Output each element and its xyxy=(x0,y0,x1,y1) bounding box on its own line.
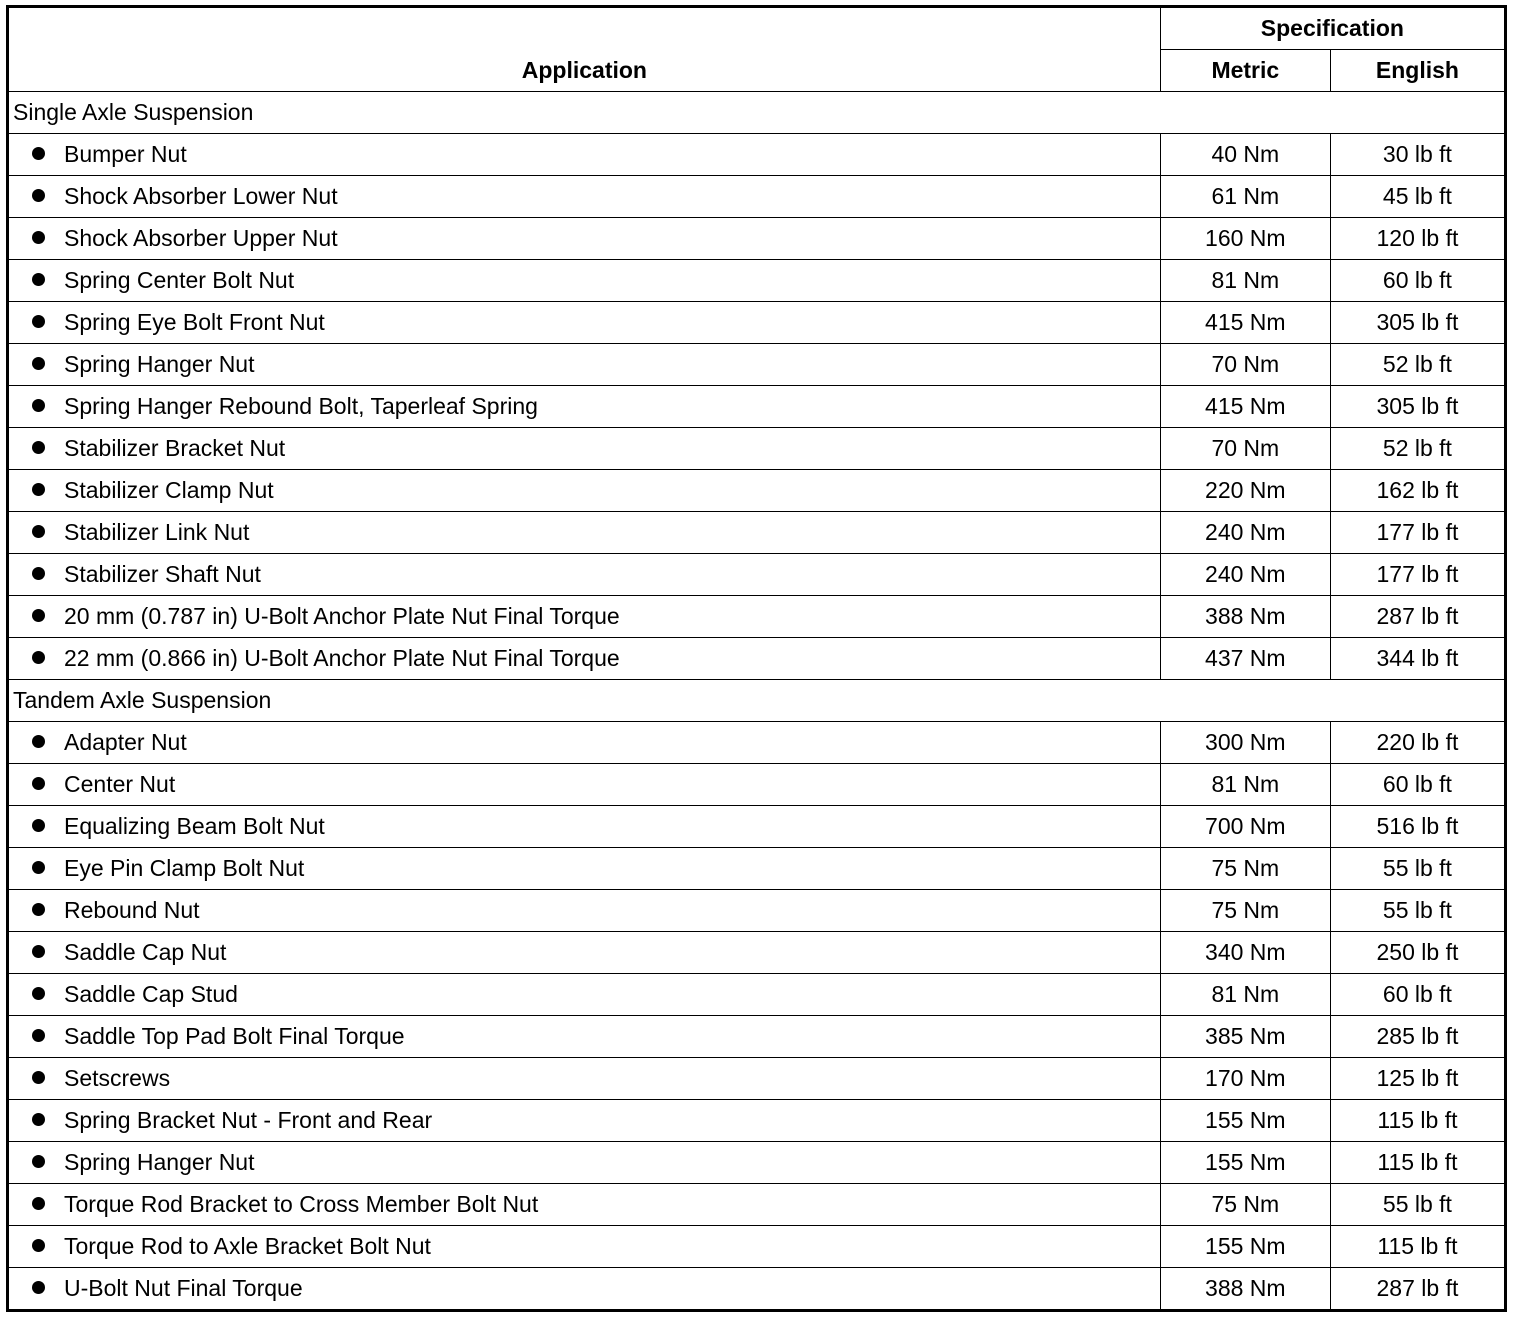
english-value: 285 lb ft xyxy=(1330,1016,1505,1058)
bullet-icon xyxy=(32,1281,45,1294)
english-value: 125 lb ft xyxy=(1330,1058,1505,1100)
bullet-icon xyxy=(32,357,45,370)
application-cell xyxy=(8,218,1161,260)
english-value: 305 lb ft xyxy=(1330,386,1505,428)
application-label: Torque Rod to Axle Bracket Bolt Nut xyxy=(64,1233,431,1259)
bullet-icon xyxy=(32,945,45,958)
application-cell xyxy=(8,1268,1161,1311)
table-row xyxy=(8,302,1506,344)
metric-value: 81 Nm xyxy=(1160,764,1330,806)
english-value: 177 lb ft xyxy=(1330,512,1505,554)
application-label: 20 mm (0.787 in) U-Bolt Anchor Plate Nut Final Torque xyxy=(64,603,620,629)
bullet-icon xyxy=(32,609,45,622)
table-row xyxy=(8,1184,1506,1226)
metric-value: 415 Nm xyxy=(1160,386,1330,428)
application-cell xyxy=(8,806,1161,848)
bullet-icon xyxy=(32,1029,45,1042)
metric-value: 61 Nm xyxy=(1160,176,1330,218)
english-value: 516 lb ft xyxy=(1330,806,1505,848)
metric-header: Metric xyxy=(1160,50,1330,92)
bullet-icon xyxy=(32,399,45,412)
english-value: 45 lb ft xyxy=(1330,176,1505,218)
application-label: Rebound Nut xyxy=(64,897,200,923)
application-cell xyxy=(8,1100,1161,1142)
application-label: Center Nut xyxy=(64,771,176,797)
application-cell xyxy=(8,1184,1161,1226)
bullet-icon xyxy=(32,819,45,832)
specification-header: Specification xyxy=(1160,7,1505,50)
english-value: 52 lb ft xyxy=(1330,344,1505,386)
metric-value: 75 Nm xyxy=(1160,1184,1330,1226)
table-row xyxy=(8,176,1506,218)
application-cell xyxy=(8,260,1161,302)
application-cell xyxy=(8,848,1161,890)
application-label: Spring Center Bolt Nut xyxy=(64,267,295,293)
bullet-icon xyxy=(32,483,45,496)
english-value: 177 lb ft xyxy=(1330,554,1505,596)
application-cell xyxy=(8,974,1161,1016)
application-label: Saddle Cap Nut xyxy=(64,939,227,965)
application-cell xyxy=(8,1226,1161,1268)
english-value: 115 lb ft xyxy=(1330,1226,1505,1268)
application-cell xyxy=(8,932,1161,974)
application-label: Eye Pin Clamp Bolt Nut xyxy=(64,855,305,881)
application-cell xyxy=(8,470,1161,512)
metric-value: 340 Nm xyxy=(1160,932,1330,974)
torque-specification-table xyxy=(6,5,1507,1312)
application-label: Bumper Nut xyxy=(64,141,187,167)
english-value: 250 lb ft xyxy=(1330,932,1505,974)
application-cell xyxy=(8,554,1161,596)
metric-value: 81 Nm xyxy=(1160,260,1330,302)
table-row xyxy=(8,1058,1506,1100)
metric-value: 240 Nm xyxy=(1160,554,1330,596)
bullet-icon xyxy=(32,231,45,244)
table-row xyxy=(8,218,1506,260)
section-title: Single Axle Suspension xyxy=(8,92,1506,134)
bullet-icon xyxy=(32,1113,45,1126)
application-label: Spring Bracket Nut - Front and Rear xyxy=(64,1107,433,1133)
application-label: Stabilizer Bracket Nut xyxy=(64,435,286,461)
section-row xyxy=(8,680,1506,722)
metric-value: 385 Nm xyxy=(1160,1016,1330,1058)
table-row xyxy=(8,428,1506,470)
application-label: Adapter Nut xyxy=(64,729,187,755)
application-cell xyxy=(8,134,1161,176)
english-value: 305 lb ft xyxy=(1330,302,1505,344)
table-row xyxy=(8,974,1506,1016)
application-cell xyxy=(8,764,1161,806)
table-row xyxy=(8,1268,1506,1311)
english-value: 120 lb ft xyxy=(1330,218,1505,260)
section-title: Tandem Axle Suspension xyxy=(8,680,1506,722)
table-row xyxy=(8,554,1506,596)
table-row xyxy=(8,134,1506,176)
bullet-icon xyxy=(32,525,45,538)
table-row xyxy=(8,764,1506,806)
bullet-icon xyxy=(32,651,45,664)
bullet-icon xyxy=(32,1071,45,1084)
table-row xyxy=(8,512,1506,554)
application-label: Equalizing Beam Bolt Nut xyxy=(64,813,325,839)
application-label: Setscrews xyxy=(64,1065,171,1091)
table-row xyxy=(8,722,1506,764)
table-body xyxy=(8,92,1506,1311)
metric-value: 155 Nm xyxy=(1160,1226,1330,1268)
table-row xyxy=(8,1226,1506,1268)
english-value: 344 lb ft xyxy=(1330,638,1505,680)
table-row xyxy=(8,596,1506,638)
bullet-icon xyxy=(32,735,45,748)
english-value: 52 lb ft xyxy=(1330,428,1505,470)
application-cell xyxy=(8,344,1161,386)
metric-value: 240 Nm xyxy=(1160,512,1330,554)
application-cell xyxy=(8,176,1161,218)
metric-value: 170 Nm xyxy=(1160,1058,1330,1100)
application-label: Stabilizer Link Nut xyxy=(64,519,250,545)
application-label: Saddle Cap Stud xyxy=(64,981,238,1007)
metric-value: 155 Nm xyxy=(1160,1142,1330,1184)
english-value: 60 lb ft xyxy=(1330,764,1505,806)
english-value: 55 lb ft xyxy=(1330,1184,1505,1226)
application-label: U-Bolt Nut Final Torque xyxy=(64,1275,303,1301)
table-row xyxy=(8,1016,1506,1058)
bullet-icon xyxy=(32,1197,45,1210)
metric-value: 81 Nm xyxy=(1160,974,1330,1016)
table-row xyxy=(8,1142,1506,1184)
table-row xyxy=(8,386,1506,428)
bullet-icon xyxy=(32,1239,45,1252)
metric-value: 70 Nm xyxy=(1160,428,1330,470)
metric-value: 40 Nm xyxy=(1160,134,1330,176)
bullet-icon xyxy=(32,903,45,916)
english-value: 115 lb ft xyxy=(1330,1100,1505,1142)
application-cell xyxy=(8,428,1161,470)
application-cell xyxy=(8,302,1161,344)
english-value: 162 lb ft xyxy=(1330,470,1505,512)
bullet-icon xyxy=(32,147,45,160)
english-value: 60 lb ft xyxy=(1330,974,1505,1016)
english-value: 287 lb ft xyxy=(1330,1268,1505,1311)
bullet-icon xyxy=(32,777,45,790)
application-label: Spring Hanger Nut xyxy=(64,351,255,377)
application-cell xyxy=(8,722,1161,764)
bullet-icon xyxy=(32,567,45,580)
table-row xyxy=(8,1100,1506,1142)
application-cell xyxy=(8,1058,1161,1100)
metric-value: 437 Nm xyxy=(1160,638,1330,680)
metric-value: 388 Nm xyxy=(1160,596,1330,638)
bullet-icon xyxy=(32,861,45,874)
application-cell xyxy=(8,386,1161,428)
english-value: 287 lb ft xyxy=(1330,596,1505,638)
application-label: Spring Hanger Rebound Bolt, Taperleaf Spring xyxy=(64,393,538,419)
metric-value: 75 Nm xyxy=(1160,890,1330,932)
english-value: 55 lb ft xyxy=(1330,890,1505,932)
application-label: Stabilizer Clamp Nut xyxy=(64,477,274,503)
metric-value: 160 Nm xyxy=(1160,218,1330,260)
metric-value: 300 Nm xyxy=(1160,722,1330,764)
application-label: 22 mm (0.866 in) U-Bolt Anchor Plate Nut Final Torque xyxy=(64,645,620,671)
metric-value: 388 Nm xyxy=(1160,1268,1330,1311)
table-row xyxy=(8,806,1506,848)
table-row xyxy=(8,890,1506,932)
bullet-icon xyxy=(32,189,45,202)
table-row xyxy=(8,932,1506,974)
application-cell xyxy=(8,596,1161,638)
application-label: Spring Eye Bolt Front Nut xyxy=(64,309,325,335)
bullet-icon xyxy=(32,987,45,1000)
table-row xyxy=(8,470,1506,512)
application-label: Saddle Top Pad Bolt Final Torque xyxy=(64,1023,405,1049)
english-value: 115 lb ft xyxy=(1330,1142,1505,1184)
application-cell xyxy=(8,1016,1161,1058)
english-value: 30 lb ft xyxy=(1330,134,1505,176)
bullet-icon xyxy=(32,315,45,328)
bullet-icon xyxy=(32,1155,45,1168)
bullet-icon xyxy=(32,273,45,286)
english-header: English xyxy=(1330,50,1505,92)
table-row xyxy=(8,638,1506,680)
application-label: Torque Rod Bracket to Cross Member Bolt Nut xyxy=(64,1191,539,1217)
table-row xyxy=(8,344,1506,386)
metric-value: 70 Nm xyxy=(1160,344,1330,386)
application-cell xyxy=(8,638,1161,680)
metric-value: 155 Nm xyxy=(1160,1100,1330,1142)
application-cell xyxy=(8,512,1161,554)
application-header: Application xyxy=(8,7,1161,92)
table-row xyxy=(8,260,1506,302)
application-label: Spring Hanger Nut xyxy=(64,1149,255,1175)
metric-value: 415 Nm xyxy=(1160,302,1330,344)
metric-value: 220 Nm xyxy=(1160,470,1330,512)
application-cell xyxy=(8,1142,1161,1184)
application-label: Shock Absorber Upper Nut xyxy=(64,225,338,251)
section-row xyxy=(8,92,1506,134)
application-label: Shock Absorber Lower Nut xyxy=(64,183,338,209)
application-cell xyxy=(8,890,1161,932)
english-value: 220 lb ft xyxy=(1330,722,1505,764)
english-value: 60 lb ft xyxy=(1330,260,1505,302)
english-value: 55 lb ft xyxy=(1330,848,1505,890)
table-row xyxy=(8,848,1506,890)
bullet-icon xyxy=(32,441,45,454)
application-label: Stabilizer Shaft Nut xyxy=(64,561,261,587)
metric-value: 75 Nm xyxy=(1160,848,1330,890)
metric-value: 700 Nm xyxy=(1160,806,1330,848)
